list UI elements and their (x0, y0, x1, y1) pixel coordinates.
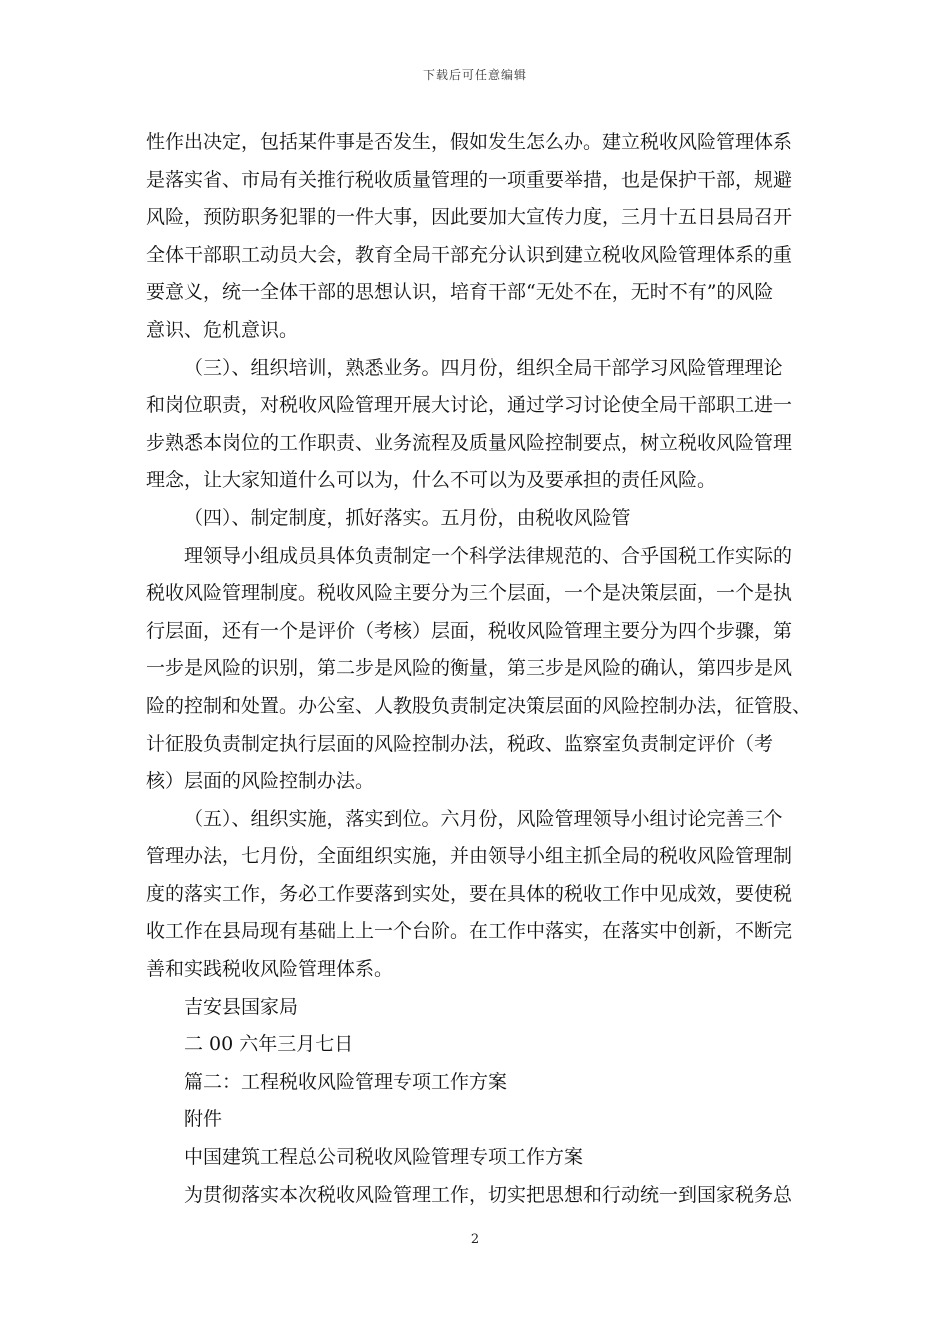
text-line: 险的控制和处置。办公室、人教股负责制定决策层面的风险控制办法，征管股、 (146, 694, 812, 717)
text-line: 收工作在县局现有基础上上一个台阶。在工作中落实，在落实中创新，不断完 (146, 920, 793, 943)
text-line: 度的落实工作，务必工作要落到实处，要在具体的税收工作中见成效，要使税 (146, 882, 793, 905)
text-line: 是落实省、市局有关推行税收质量管理的一项重要举措，也是保护干部，规避 (146, 168, 793, 191)
text-line: 管理办法，七月份，全面组织实施，并由领导小组主抓全局的税收风险管理制 (146, 845, 793, 868)
page-number: 2 (470, 1232, 480, 1247)
text-line: 要意义，统一全体干部的思想认识，培育干部“无处不在，无时不有”的风险 (146, 281, 774, 304)
text-line: 核）层面的风险控制办法。 (146, 770, 375, 793)
text-line: 步熟悉本岗位的工作职责、业务流程及质量风险控制要点，树立税收风险管理 (146, 431, 793, 454)
document-body (146, 124, 812, 1214)
text-line: 全体干部职工动员大会，教育全局干部充分认识到建立税收风险管理体系的重 (146, 243, 793, 266)
text-line: 和岗位职责，对税收风险管理开展大讨论，通过学习讨论使全局干部职工进一 (146, 394, 793, 417)
page-header: 下载后可任意编辑 (422, 68, 527, 82)
signature-org: 吉安县国家局 (184, 995, 299, 1018)
text-line: 善和实践税收风险管理体系。 (146, 958, 394, 981)
text-line: 意识、危机意识。 (146, 318, 299, 341)
text-line: 计征股负责制定执行层面的风险控制办法，税政、监察室负责制定评价（考 (146, 732, 774, 755)
text-line: 为贯彻落实本次税收风险管理工作，切实把思想和行动统一到国家税务总 (184, 1183, 793, 1206)
section-title: 篇二：工程税收风险管理专项工作方案 (184, 1070, 508, 1093)
text-line: 税收风险管理制度。税收风险主要分为三个层面，一个是决策层面，一个是执 (146, 582, 793, 605)
text-line: 一步是风险的识别，第二步是风险的衡量，第三步是风险的确认，第四步是风 (146, 657, 793, 680)
text-line: 风险，预防职务犯罪的一件大事，因此要加大宣传力度，三月十五日县局召开 (146, 206, 793, 229)
paragraph-heading-4: （四）、制定制度，抓好落实。五月份，由税收风险管 (184, 506, 631, 529)
attachment-title: 中国建筑工程总公司税收风险管理专项工作方案 (184, 1146, 584, 1169)
paragraph-heading-5: （五）、组织实施，落实到位。六月份，风险管理领导小组讨论完善三个 (184, 807, 783, 830)
text-line: 行层面，还有一个是评价（考核）层面，税收风险管理主要分为四个步骤，第 (146, 619, 793, 642)
text-line: 性作出决定，包括某件事是否发生，假如发生怎么办。建立税收风险管理体系 (146, 131, 793, 153)
text-line: 理领导小组成员具体负责制定一个科学法律规范的、合乎国税工作实际的 (184, 544, 793, 567)
text-line: 理念，让大家知道什么可以为，什么不可以为及要承担的责任风险。 (146, 469, 717, 492)
signature-date: 二 00 六年三月七日 (184, 1033, 354, 1056)
attachment-label: 附件 (184, 1108, 223, 1131)
paragraph-heading-3: （三）、组织培训，熟悉业务。四月份，组织全局干部学习风险管理理论 (184, 356, 783, 379)
